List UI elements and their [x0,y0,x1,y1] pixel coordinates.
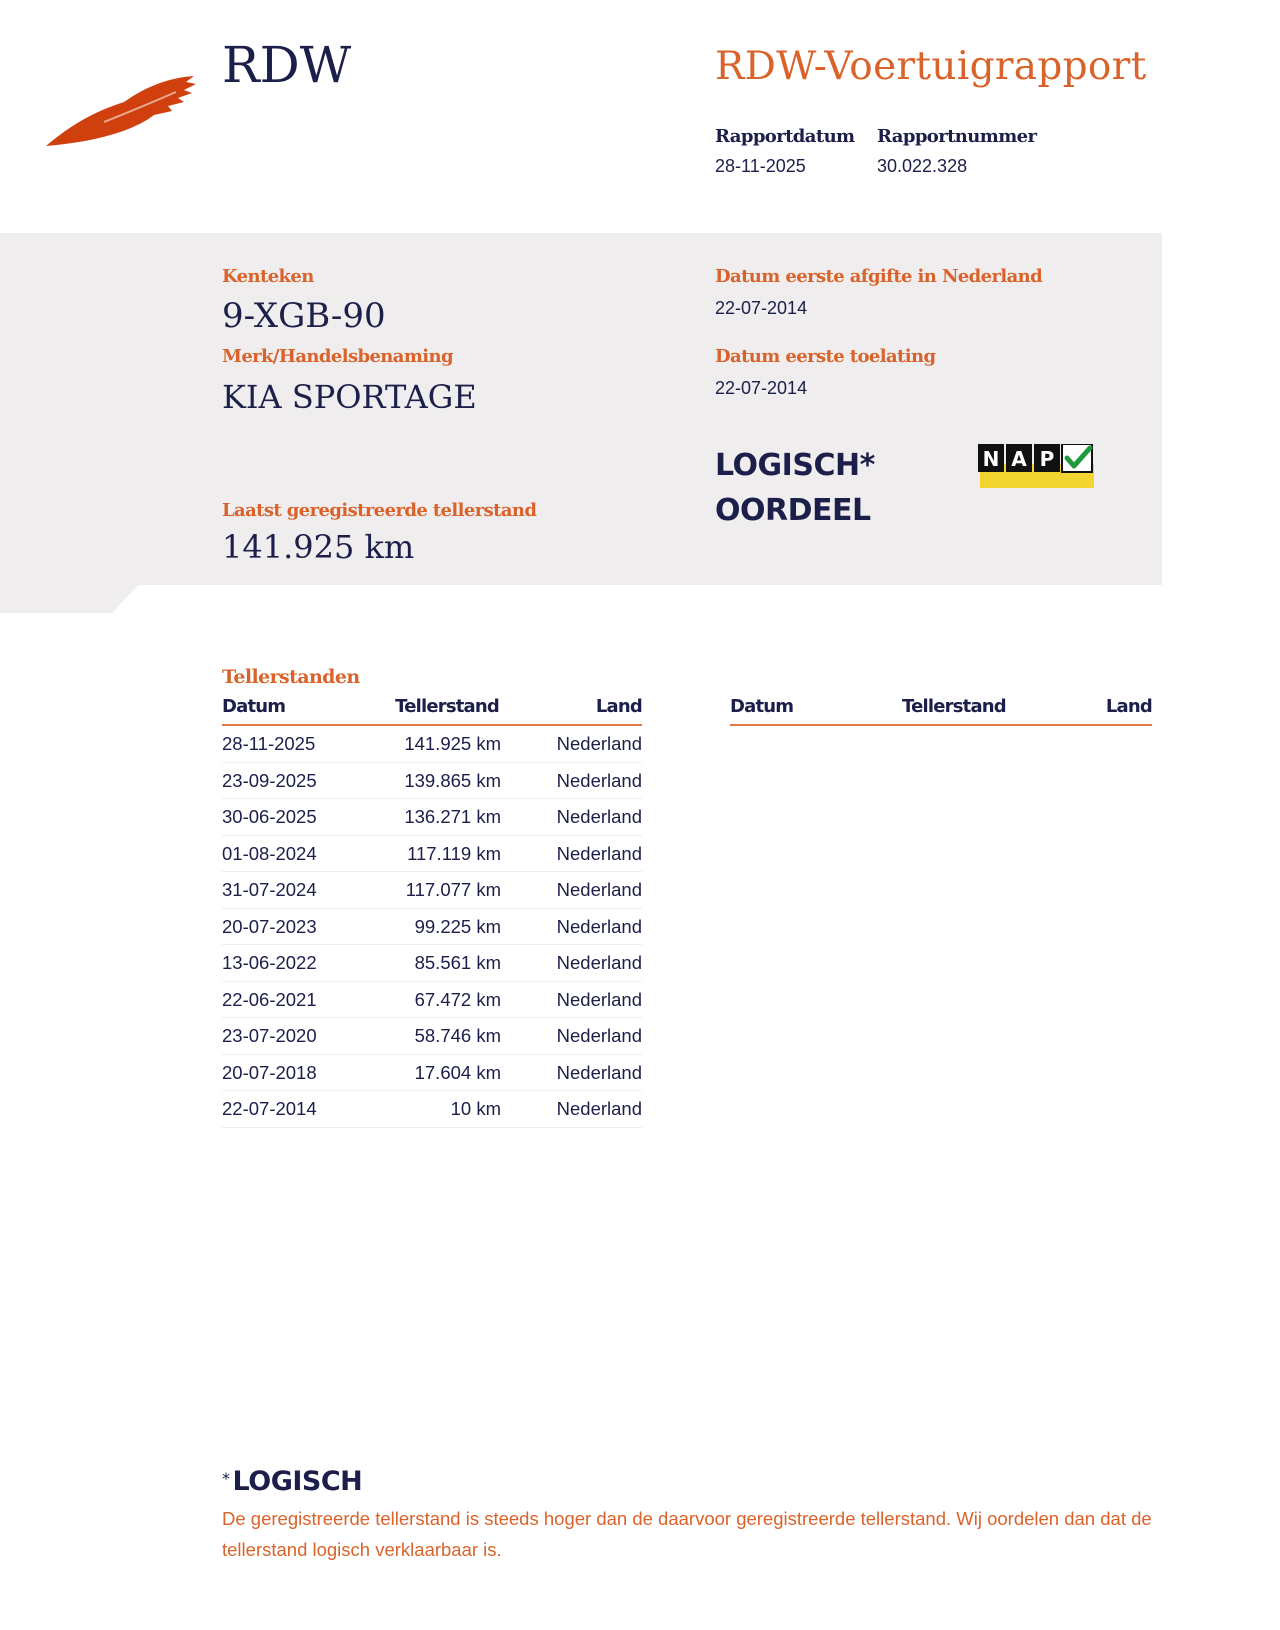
row-datum: 31-07-2024 [222,879,317,900]
kenteken-value: 9-XGB-90 [222,296,386,336]
table-row [222,872,642,909]
verdict-line-1: LOGISCH* [715,448,875,483]
row-datum: 30-06-2025 [222,806,317,827]
nap-letter-n: N [982,447,1000,471]
col-land: Land [595,696,642,717]
last-odometer-value: 141.925 km [222,528,415,566]
odometer-table [222,694,642,1128]
col-land-right: Land [1105,696,1152,717]
tellerstanden-title: Tellerstanden [222,666,360,688]
row-land: Nederland [556,1061,642,1083]
rdw-feather-logo-icon [44,62,204,152]
merk-value: KIA SPORTAGE [222,378,477,416]
col-datum-right: Datum [730,696,794,717]
row-land: Nederland [556,879,642,900]
row-datum: 22-06-2021 [222,988,317,1010]
nap-letter-a: A [1011,447,1027,471]
row-tellerstand: 85.561 km [414,952,501,973]
footnote-star: * [222,1469,230,1488]
row-tellerstand: 139.865 km [404,769,501,791]
first-issue-value: 22-07-2014 [715,298,808,318]
row-land: Nederland [556,915,642,937]
table-row [222,799,642,836]
row-datum: 28-11-2025 [222,733,316,754]
row-land: Nederland [556,769,642,791]
rapportnummer-value: 30.022.328 [877,156,968,176]
table-row [222,1055,642,1092]
merk-label: Merk/Handelsbenaming [222,346,454,367]
row-land: Nederland [556,952,642,973]
report-title: RDW-Voertuigrapport [715,44,1147,89]
rapportnummer-label: Rapportnummer [877,126,1037,147]
nap-logo [978,444,1096,490]
last-odometer-label: Laatst geregistreerde tellerstand [222,500,537,521]
row-tellerstand: 136.271 km [404,806,501,827]
col-datum: Datum [222,696,286,717]
row-datum: 13-06-2022 [222,952,317,973]
verdict-line-2: OORDEEL [715,493,871,528]
row-land: Nederland [556,842,642,864]
first-issue-label: Datum eerste afgifte in Nederland [715,266,1043,287]
table-row [222,1091,642,1128]
table-row [222,726,642,763]
first-admission-value: 22-07-2014 [715,378,808,398]
table-header-right [730,694,1152,726]
first-admission-label: Datum eerste toelating [715,346,936,367]
table-row [222,945,642,982]
col-tellerstand: Tellerstand [395,696,499,717]
row-land: Nederland [556,1025,642,1046]
row-datum: 23-09-2025 [222,769,317,791]
row-land: Nederland [556,806,642,827]
row-datum: 22-07-2014 [222,1098,317,1119]
row-tellerstand: 117.077 km [405,879,501,900]
row-tellerstand: 117.119 km [407,842,501,864]
footnote-title [222,1466,362,1497]
rapportdatum-label: Rapportdatum [715,126,855,147]
row-datum: 01-08-2024 [222,842,317,864]
kenteken-label: Kenteken [222,266,314,287]
row-datum: 20-07-2018 [222,1061,317,1083]
table-body [222,726,642,1128]
row-land: Nederland [556,988,642,1010]
odometer-table-right [730,694,1152,726]
row-tellerstand: 17.604 km [414,1061,501,1083]
vehicle-panel [0,233,1162,613]
row-datum: 20-07-2023 [222,915,317,937]
row-land: Nederland [556,1098,642,1119]
col-tellerstand-right: Tellerstand [902,696,1006,717]
rapportdatum-value: 28-11-2025 [715,156,806,176]
table-row [222,763,642,800]
row-tellerstand: 58.746 km [414,1025,501,1046]
table-header [222,694,642,726]
row-tellerstand: 141.925 km [404,733,501,754]
row-datum: 23-07-2020 [222,1025,317,1046]
footnote-title-text: LOGISCH [232,1466,363,1497]
nap-letter-p: P [1039,447,1055,471]
row-tellerstand: 99.225 km [414,915,501,937]
table-row [222,1018,642,1055]
row-land: Nederland [556,733,642,754]
table-row [222,909,642,946]
row-tellerstand: 10 km [450,1098,501,1119]
brand-name: RDW [222,36,352,94]
table-row [222,982,642,1019]
footnote-text: De geregistreerde tellerstand is steeds hoger dan de daarvoor geregistreerde tellerstand. Wij oordelen dan dat de tellerstand logisch verklaarbaar is. [222,1508,1152,1560]
row-tellerstand: 67.472 km [414,988,501,1010]
table-row [222,836,642,873]
